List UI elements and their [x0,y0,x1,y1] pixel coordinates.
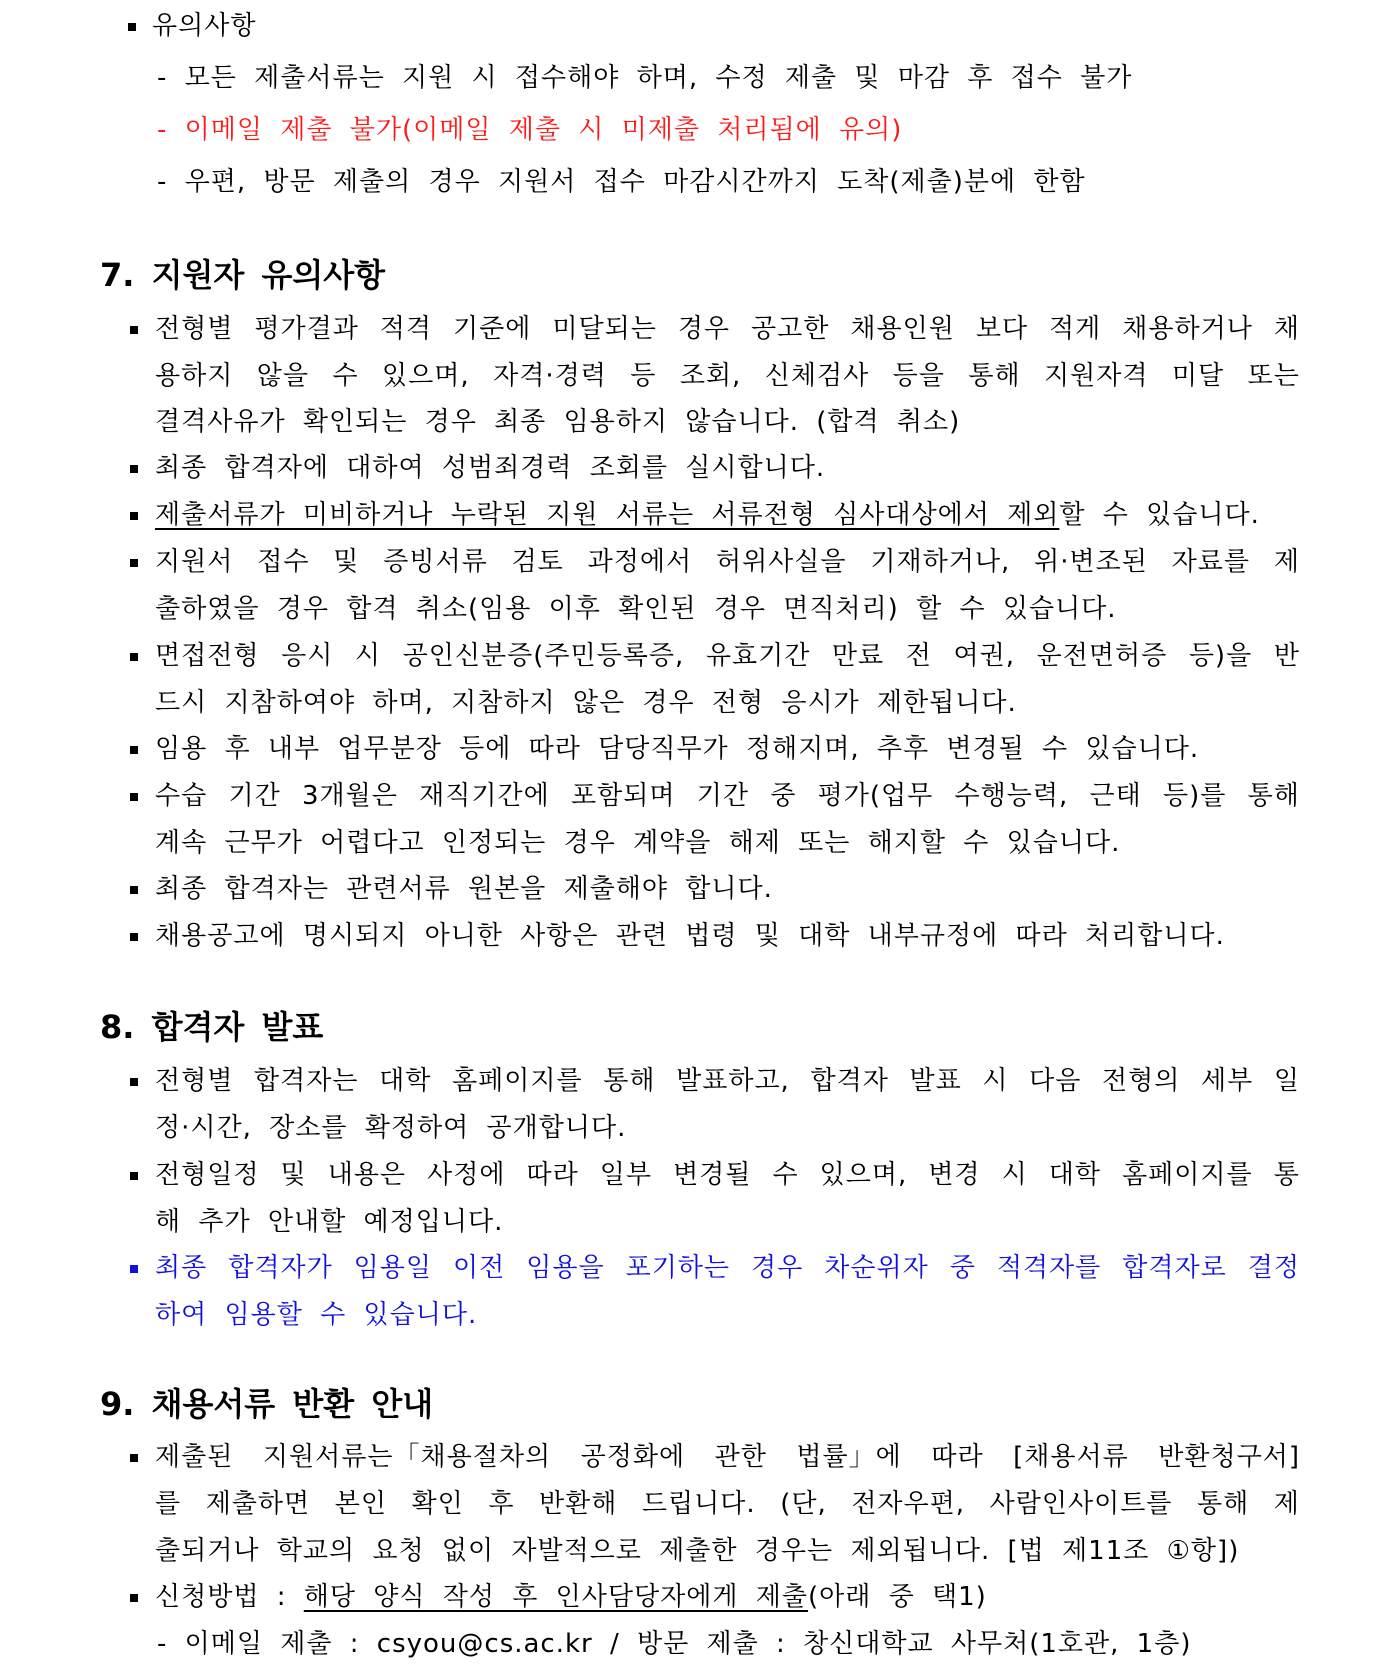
paragraph-line: 해 추가 안내할 예정입니다. [155,1207,504,1237]
word: 유효기간 [705,641,811,671]
word: 본인 [334,1489,387,1519]
word: 허위사실을 [715,547,847,577]
paragraph-line-justified [155,1159,1300,1191]
word: 통해 [968,361,1021,391]
paragraph-line [155,1581,987,1613]
word: 있으며, [819,1160,908,1190]
paragraph-line: 임용 후 내부 업무분장 등에 따라 담당직무가 정해지며, 추후 변경될 수 있습니다. [155,734,1200,764]
paragraph-line-justified [155,313,1300,345]
word: 이전 [453,1253,506,1283]
word: 시 [1001,1160,1028,1190]
bullet-icon [130,1078,138,1086]
word: 임용일 [353,1253,433,1283]
section-heading: 8. 합격자 발표 [100,1008,324,1046]
word: 통해 [1247,781,1300,811]
word: 통해 [1196,1489,1250,1519]
bullet-icon [130,1172,138,1180]
word: 사정에 [427,1160,506,1190]
paragraph-line-justified [155,1488,1300,1520]
word: 등을 [892,361,945,391]
word: 채용인원 [850,314,955,344]
word: 발표하고, [676,1066,790,1096]
word: 후 [488,1489,515,1519]
paragraph-line: 드시 지참하여야 하며, 지참하지 않은 경우 전형 응시가 제한됩니다. [155,688,1017,718]
plain-text: (아래 중 택1) [807,1582,987,1612]
underlined-text: 해당 양식 작성 후 인사담당자에게 제출 [303,1582,808,1612]
word: 및 [280,1160,307,1190]
paragraph-line-justified [155,360,1300,392]
word: 위·변조된 [1034,547,1148,577]
word: 근태 [1089,781,1142,811]
paragraph-line-justified [155,640,1300,672]
word: 자격·경력 [493,361,607,391]
section-heading: 7. 지원자 유의사항 [100,256,386,294]
word: 포함되며 [571,781,676,811]
word: 공고한 [751,314,830,344]
word: 미달 [1171,361,1225,391]
word: 지원서 [155,547,234,577]
word: 시 [982,1066,1009,1096]
word: 내용은 [327,1160,407,1190]
word: 반환해 [539,1489,618,1519]
notice-item: - 모든 제출서류는 지원 시 접수해야 하며, 수정 제출 및 마감 후 접수 불가 [157,63,1133,93]
word: 시 [354,641,382,671]
underlined-text: 제출서류가 미비하거나 누락된 지원 서류는 서류전형 심사대상에서 제외 [155,500,1060,530]
word: 전형별 [155,314,234,344]
word: 경우 [751,1253,804,1283]
word: 포기하는 [625,1253,731,1283]
word: 전형별 [155,1066,234,1096]
word: 합격자 [810,1066,889,1096]
word: 발표 [909,1066,962,1096]
paragraph-line-justified [155,780,1300,812]
word: 응시 [281,641,334,671]
word: 미달되는 [552,314,657,344]
word: 기재하거나, [870,547,1011,577]
bullet-icon [130,793,138,801]
word: 따라 [526,1160,579,1190]
bullet-icon [130,1454,138,1462]
word: 따라 [931,1442,984,1472]
word: 증빙서류 [383,547,488,577]
bullet-icon [130,326,138,334]
bullet-icon [130,653,138,661]
word: 를 [155,1489,182,1519]
word: 경우 [677,314,731,344]
word: 대학 [1048,1160,1101,1190]
bullet-icon [130,1594,138,1602]
word: 지원서류는「채용절차의 [262,1442,552,1472]
word: 용하지 [155,361,234,391]
word: 합격자로 [1122,1253,1227,1283]
word: 및 [333,547,360,577]
word: 전 [905,641,932,671]
paragraph-line-justified [155,1065,1300,1097]
word: 차순위자 [824,1253,929,1283]
bullet-icon [130,933,138,941]
paragraph-line: 출하였을 경우 합격 취소(임용 이후 확인된 경우 면직처리) 할 수 있습니다. [155,594,1117,624]
word: 채용하거나 [1122,314,1253,344]
word: 확인 [411,1489,464,1519]
word: 제 [1273,1489,1300,1519]
word: 중 [949,1253,976,1283]
word: 등)을 [1188,641,1253,671]
word: 반 [1273,641,1300,671]
word: 운전면허증 [1036,641,1168,671]
paragraph-sub-line: - 이메일 제출 : csyou@cs.ac.kr / 방문 제출 : 창신대학교 사무처(1호관, 1층) [157,1629,1192,1659]
notice-title: 유의사항 [152,11,257,41]
word: 대학 [379,1066,432,1096]
word: 통해 [603,1066,656,1096]
word: 또는 [1247,361,1300,391]
word: 전자우편, [851,1489,966,1519]
word: 수행능력, [954,781,1069,811]
word: 적격 [379,314,433,344]
word: 기간 [228,781,281,811]
word: 변경될 [673,1160,752,1190]
word: 평가(업무 [817,781,934,811]
word: 전형일정 [155,1160,260,1190]
word: 재직기간에 [419,781,550,811]
notice-item-warning: - 이메일 제출 불가(이메일 제출 시 미제출 처리됨에 유의) [157,115,903,145]
word: [채용서류 [1013,1442,1129,1472]
paragraph-line: 최종 합격자는 관련서류 원본을 제출해야 합니다. [155,874,773,904]
word: 제출하면 [205,1489,311,1519]
word: 홈페이지를 [1122,1160,1253,1190]
word: 최종 [155,1253,208,1283]
paragraph-line-justified [155,1441,1300,1473]
word: 수 [332,361,359,391]
word: 다음 [1029,1066,1082,1096]
word: 통 [1273,1160,1300,1190]
bullet-icon [130,746,138,754]
plain-text: 할 수 있습니다. [1059,500,1260,530]
paragraph-line-justified [155,546,1300,578]
word: 만료 [831,641,885,671]
paragraph-line: 정·시간, 장소를 확정하여 공개합니다. [155,1113,627,1143]
word: 적게 [1049,314,1102,344]
word: 신체검사 [764,361,870,391]
word: 보다 [975,314,1029,344]
word: 임용을 [526,1253,605,1283]
word: 합격자가 [228,1253,333,1283]
word: 공인신분증(주민등록증, [402,641,685,671]
word: 제 [1273,547,1300,577]
plain-text: 신청방법 : [155,1582,304,1612]
word: 지원자격 [1044,361,1149,391]
section-heading: 9. 채용서류 반환 안내 [100,1385,434,1423]
word: 3개월은 [302,781,398,811]
word: 세부 [1200,1066,1254,1096]
word: 법률」에 [796,1442,902,1472]
word: 수 [772,1160,799,1190]
word: 합격자는 [254,1066,359,1096]
word: 공정화에 [580,1442,686,1472]
word: 여권, [953,641,1015,671]
word: 전형의 [1101,1066,1181,1096]
word: 면접전형 [155,641,260,671]
word: 등)를 [1163,781,1227,811]
word: 일부 [599,1160,653,1190]
word: 과정에서 [587,547,693,577]
word: 사람인사이트를 [989,1489,1173,1519]
word: 자료를 [1171,547,1251,577]
word: 평가결과 [254,314,359,344]
word: 조회, [679,361,742,391]
word: 않을 [256,361,310,391]
word: 반환청구서] [1158,1442,1300,1472]
paragraph-line: 채용공고에 명시되지 아니한 사항은 관련 법령 및 대학 내부규정에 따라 처리합니다. [155,921,1225,951]
word: 접수 [257,547,310,577]
bullet-icon [128,23,136,31]
word: 등 [630,361,657,391]
word: (단, [780,1489,827,1519]
notice-item: - 우편, 방문 제출의 경우 지원서 접수 마감시간까지 도착(제출)분에 한함 [157,167,1086,197]
word: 적격자를 [996,1253,1102,1283]
word: 수습 [155,781,208,811]
paragraph-line-highlight: 하여 임용할 수 있습니다. [155,1300,478,1330]
word: 검토 [511,547,564,577]
word: 기준에 [453,314,532,344]
word: 채 [1273,314,1300,344]
word: 결정 [1247,1253,1300,1283]
word: 기간 [696,781,749,811]
word: 제출된 [155,1442,234,1472]
word: 있으며, [382,361,470,391]
word: 관한 [714,1442,767,1472]
paragraph-line: 최종 합격자에 대하여 성범죄경력 조회를 실시합니다. [155,453,826,483]
paragraph-line: 출되거나 학교의 요청 없이 자발적으로 제출한 경우는 제외됩니다. [법 제11조 ①항]) [155,1536,1240,1566]
word: 드립니다. [641,1489,756,1519]
word: 변경 [928,1160,981,1190]
paragraph-line [155,499,1260,531]
paragraph-line: 계속 근무가 어렵다고 인정되는 경우 계약을 해제 또는 해지할 수 있습니다. [155,828,1121,858]
bullet-icon [130,1265,138,1273]
bullet-icon [130,559,138,567]
paragraph-line: 결격사유가 확인되는 경우 최종 임용하지 않습니다. (합격 취소) [155,407,961,437]
word: 일 [1273,1066,1300,1096]
bullet-icon [130,886,138,894]
bullet-icon [130,465,138,473]
bullet-icon [130,512,138,520]
word: 홈페이지를 [451,1066,583,1096]
paragraph-line-justified-highlight [155,1252,1300,1284]
word: 중 [770,781,797,811]
